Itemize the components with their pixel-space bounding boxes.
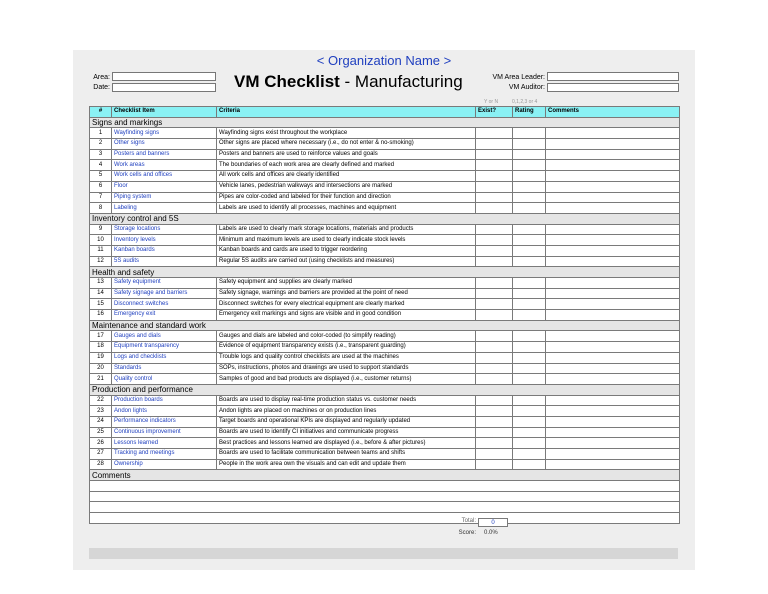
comments-title: Comments [90, 470, 680, 481]
table-row [90, 352, 680, 363]
comment-cell[interactable] [546, 192, 680, 203]
rating-cell[interactable] [513, 459, 546, 470]
checklist-item: 5S audits [112, 256, 217, 267]
rating-cell[interactable] [513, 288, 546, 299]
rating-cell[interactable] [513, 245, 546, 256]
table-row [90, 203, 680, 214]
checklist-item: Safety equipment [112, 278, 217, 289]
criteria-text: Trouble logs and quality control checklists are used at the machines [217, 352, 476, 363]
exist-cell[interactable] [476, 395, 513, 406]
comment-cell[interactable] [546, 310, 680, 321]
rating-cell[interactable] [513, 256, 546, 267]
row-number: 14 [90, 288, 112, 299]
exist-cell[interactable] [476, 192, 513, 203]
rating-cell[interactable] [513, 299, 546, 310]
col-number-header: # [90, 107, 112, 118]
row-number: 2 [90, 139, 112, 150]
checklist-item: Lessons learned [112, 438, 217, 449]
comment-line[interactable] [90, 502, 680, 513]
leader-label: VM Area Leader: [492, 74, 545, 81]
section-title: Inventory control and 5S [90, 213, 680, 224]
criteria-text: Other signs are placed where necessary (i.e., do not enter & no-smoking) [217, 139, 476, 150]
exist-cell[interactable] [476, 139, 513, 150]
row-number: 17 [90, 331, 112, 342]
checklist-item: Kanban boards [112, 245, 217, 256]
criteria-text: Vehicle lanes, pedestrian walkways and intersections are marked [217, 181, 476, 192]
organization-name[interactable]: < Organization Name > [316, 53, 452, 68]
checklist-item: Continuous improvement [112, 427, 217, 438]
table-row [90, 374, 680, 385]
table-row [90, 224, 680, 235]
criteria-text: People in the work area own the visuals and can edit and update them [217, 459, 476, 470]
page-title [234, 72, 463, 92]
row-number: 26 [90, 438, 112, 449]
comment-cell[interactable] [546, 352, 680, 363]
comment-cell[interactable] [546, 299, 680, 310]
checklist-item: Ownership [112, 459, 217, 470]
checklist-item: Quality control [112, 374, 217, 385]
score-label: Score: [458, 530, 476, 536]
criteria-text: Pipes are color-coded and labeled for their function and direction [217, 192, 476, 203]
exist-cell[interactable] [476, 427, 513, 438]
comment-cell[interactable] [546, 224, 680, 235]
comment-line[interactable] [90, 481, 680, 492]
comment-cell[interactable] [546, 256, 680, 267]
footer-bar [89, 548, 678, 559]
criteria-text: Boards are used to facilitate communication between teams and shifts [217, 449, 476, 460]
row-number: 5 [90, 171, 112, 182]
checklist-item: Work areas [112, 160, 217, 171]
comment-cell[interactable] [546, 181, 680, 192]
exist-cell[interactable] [476, 416, 513, 427]
checklist-item: Piping system [112, 192, 217, 203]
section-title: Production and performance [90, 384, 680, 395]
criteria-text: Minimum and maximum levels are used to clearly indicate stock levels [217, 235, 476, 246]
exist-cell[interactable] [476, 352, 513, 363]
rating-cell[interactable] [513, 395, 546, 406]
row-number: 8 [90, 203, 112, 214]
col-exist-header: Exist? [476, 107, 513, 118]
table-row [90, 256, 680, 267]
checklist-item: Tracking and meetings [112, 449, 217, 460]
rating-cell[interactable] [513, 374, 546, 385]
area-field[interactable] [112, 72, 216, 81]
criteria-text: Safety signage, warnings and barriers are provided at the point of need [217, 288, 476, 299]
row-number: 20 [90, 363, 112, 374]
rating-cell[interactable] [513, 224, 546, 235]
exist-cell[interactable] [476, 278, 513, 289]
row-number: 10 [90, 235, 112, 246]
row-number: 25 [90, 427, 112, 438]
table-row [90, 278, 680, 289]
rating-cell[interactable] [513, 192, 546, 203]
comment-cell[interactable] [546, 235, 680, 246]
rating-cell[interactable] [513, 438, 546, 449]
checklist-item: Storage locations [112, 224, 217, 235]
exist-cell[interactable] [476, 438, 513, 449]
criteria-text: Boards are used to identify CI initiatives and communicate progress [217, 427, 476, 438]
comment-cell[interactable] [546, 128, 680, 139]
row-number: 9 [90, 224, 112, 235]
table-row [90, 171, 680, 182]
comment-cell[interactable] [546, 139, 680, 150]
rating-cell[interactable] [513, 203, 546, 214]
comment-input[interactable] [90, 502, 680, 513]
section-row [90, 267, 680, 278]
auditor-label: VM Auditor: [508, 84, 545, 91]
section-title: Signs and markings [90, 117, 680, 128]
row-number: 16 [90, 310, 112, 321]
rating-cell[interactable] [513, 139, 546, 150]
row-number: 23 [90, 406, 112, 417]
comment-cell[interactable] [546, 449, 680, 460]
checklist-item: Gauges and dials [112, 331, 217, 342]
table-row [90, 438, 680, 449]
checklist-item: Floor [112, 181, 217, 192]
exist-cell[interactable] [476, 288, 513, 299]
title-main: VM Checklist [234, 72, 340, 91]
checklist-item: Andon lights [112, 406, 217, 417]
col-criteria-header: Criteria [217, 107, 476, 118]
row-number: 18 [90, 342, 112, 353]
criteria-text: Labels are used to identify all processes, machines and equipment [217, 203, 476, 214]
comment-cell[interactable] [546, 374, 680, 385]
area-label: Area: [93, 74, 110, 81]
comment-cell[interactable] [546, 288, 680, 299]
exist-cell[interactable] [476, 363, 513, 374]
rating-cell[interactable] [513, 427, 546, 438]
row-number: 24 [90, 416, 112, 427]
rating-cell[interactable] [513, 449, 546, 460]
comment-cell[interactable] [546, 342, 680, 353]
checklist-item: Logs and checklists [112, 352, 217, 363]
criteria-text: The boundaries of each work area are clearly defined and marked [217, 160, 476, 171]
checklist-item: Performance indicators [112, 416, 217, 427]
table-row [90, 149, 680, 160]
criteria-text: Target boards and operational KPIs are displayed and regularly updated [217, 416, 476, 427]
checklist-table [89, 106, 680, 524]
rating-cell[interactable] [513, 160, 546, 171]
section-row [90, 117, 680, 128]
table-row [90, 342, 680, 353]
exist-cell[interactable] [476, 160, 513, 171]
criteria-text: Posters and banners are used to reinforce values and goals [217, 149, 476, 160]
exist-cell[interactable] [476, 374, 513, 385]
exist-cell[interactable] [476, 331, 513, 342]
section-row [90, 384, 680, 395]
comment-line[interactable] [90, 513, 680, 524]
exist-cell[interactable] [476, 256, 513, 267]
criteria-text: Wayfinding signs exist throughout the workplace [217, 128, 476, 139]
table-row [90, 331, 680, 342]
comment-cell[interactable] [546, 406, 680, 417]
exist-cell[interactable] [476, 181, 513, 192]
comment-cell[interactable] [546, 427, 680, 438]
comment-cell[interactable] [546, 149, 680, 160]
checklist-item: Disconnect switches [112, 299, 217, 310]
criteria-text: Gauges and dials are labeled and color-coded (to simplify reading) [217, 331, 476, 342]
comment-input[interactable] [90, 513, 680, 524]
checklist-item: Work cells and offices [112, 171, 217, 182]
exist-cell[interactable] [476, 406, 513, 417]
criteria-text: Boards are used to display real-time production status vs. customer needs [217, 395, 476, 406]
score-value: 0.0% [484, 530, 498, 536]
rating-cell[interactable] [513, 235, 546, 246]
date-label: Date: [93, 84, 110, 91]
exist-cell[interactable] [476, 128, 513, 139]
table-row [90, 406, 680, 417]
comment-input[interactable] [90, 491, 680, 502]
criteria-text: Evidence of equipment transparency exists (i.e., transparent guarding) [217, 342, 476, 353]
comment-cell[interactable] [546, 395, 680, 406]
rating-cell[interactable] [513, 149, 546, 160]
title-sub: - Manufacturing [339, 72, 463, 91]
row-number: 21 [90, 374, 112, 385]
rating-hint: 0,1,2,3 or 4 [512, 99, 538, 105]
table-row [90, 181, 680, 192]
criteria-text: Regular 5S audits are carried out (using checklists and measures) [217, 256, 476, 267]
checklist-item: Production boards [112, 395, 217, 406]
row-number: 3 [90, 149, 112, 160]
table-row [90, 299, 680, 310]
row-number: 11 [90, 245, 112, 256]
comment-cell[interactable] [546, 438, 680, 449]
table-row [90, 449, 680, 460]
rating-cell[interactable] [513, 406, 546, 417]
criteria-text: Safety equipment and supplies are clearly marked [217, 278, 476, 289]
exist-cell[interactable] [476, 459, 513, 470]
rating-cell[interactable] [513, 181, 546, 192]
table-row [90, 245, 680, 256]
comment-cell[interactable] [546, 416, 680, 427]
table-row [90, 235, 680, 246]
table-row [90, 288, 680, 299]
row-number: 12 [90, 256, 112, 267]
checklist-item: Posters and banners [112, 149, 217, 160]
checklist-item: Emergency exit [112, 310, 217, 321]
rating-cell[interactable] [513, 363, 546, 374]
row-number: 1 [90, 128, 112, 139]
criteria-text: Andon lights are placed on machines or on production lines [217, 406, 476, 417]
checklist-item: Safety signage and barriers [112, 288, 217, 299]
exist-cell[interactable] [476, 299, 513, 310]
exist-cell[interactable] [476, 342, 513, 353]
rating-cell[interactable] [513, 310, 546, 321]
criteria-text: SOPs, instructions, photos and drawings are used to support standards [217, 363, 476, 374]
criteria-text: Samples of good and bad products are displayed (i.e., customer returns) [217, 374, 476, 385]
comment-cell[interactable] [546, 245, 680, 256]
exist-cell[interactable] [476, 203, 513, 214]
date-field[interactable] [112, 83, 216, 92]
row-number: 27 [90, 449, 112, 460]
exist-cell[interactable] [476, 235, 513, 246]
comments-section-row [90, 470, 680, 481]
criteria-text: Disconnect switches for every electrical equipment are clearly marked [217, 299, 476, 310]
table-row [90, 192, 680, 203]
table-row [90, 310, 680, 321]
comment-cell[interactable] [546, 459, 680, 470]
rating-cell[interactable] [513, 278, 546, 289]
comment-line[interactable] [90, 491, 680, 502]
rating-cell[interactable] [513, 171, 546, 182]
table-row [90, 416, 680, 427]
exist-cell[interactable] [476, 245, 513, 256]
col-item-header: Checklist Item [112, 107, 217, 118]
comment-cell[interactable] [546, 203, 680, 214]
section-title: Maintenance and standard work [90, 320, 680, 331]
table-row [90, 363, 680, 374]
table-header-row [90, 107, 680, 118]
total-label: Total: [461, 518, 476, 524]
table-row [90, 139, 680, 150]
section-row [90, 320, 680, 331]
total-value: 0 [478, 518, 508, 527]
comment-cell[interactable] [546, 171, 680, 182]
checklist-item: Other signs [112, 139, 217, 150]
exist-cell[interactable] [476, 310, 513, 321]
rating-cell[interactable] [513, 352, 546, 363]
row-number: 7 [90, 192, 112, 203]
comment-cell[interactable] [546, 160, 680, 171]
criteria-text: Labels are used to clearly mark storage locations, materials and products [217, 224, 476, 235]
criteria-text: Kanban boards and cards are used to trigger reordering [217, 245, 476, 256]
section-title: Health and safety [90, 267, 680, 278]
rating-cell[interactable] [513, 342, 546, 353]
checklist-item: Labeling [112, 203, 217, 214]
rating-cell[interactable] [513, 331, 546, 342]
checklist-item: Inventory levels [112, 235, 217, 246]
table-row [90, 128, 680, 139]
table-row [90, 160, 680, 171]
comment-input[interactable] [90, 481, 680, 492]
row-number: 28 [90, 459, 112, 470]
rating-cell[interactable] [513, 128, 546, 139]
row-number: 22 [90, 395, 112, 406]
comment-cell[interactable] [546, 331, 680, 342]
row-number: 4 [90, 160, 112, 171]
exist-cell[interactable] [476, 449, 513, 460]
row-number: 19 [90, 352, 112, 363]
auditor-field[interactable] [547, 83, 679, 92]
table-row [90, 395, 680, 406]
checklist-item: Standards [112, 363, 217, 374]
exist-cell[interactable] [476, 224, 513, 235]
criteria-text: All work cells and offices are clearly identified [217, 171, 476, 182]
exist-cell[interactable] [476, 149, 513, 160]
col-rating-header: Rating [513, 107, 546, 118]
exist-cell[interactable] [476, 171, 513, 182]
checklist-item: Equipment transparency [112, 342, 217, 353]
table-row [90, 459, 680, 470]
row-number: 13 [90, 278, 112, 289]
row-number: 15 [90, 299, 112, 310]
section-row [90, 213, 680, 224]
checklist-item: Wayfinding signs [112, 128, 217, 139]
comment-cell[interactable] [546, 278, 680, 289]
criteria-text: Best practices and lessons learned are displayed (i.e., before & after pictures) [217, 438, 476, 449]
comment-cell[interactable] [546, 363, 680, 374]
criteria-text: Emergency exit markings and signs are visible and in good condition [217, 310, 476, 321]
col-comments-header: Comments [546, 107, 680, 118]
row-number: 6 [90, 181, 112, 192]
exist-hint: Y or N [484, 99, 499, 105]
rating-cell[interactable] [513, 416, 546, 427]
leader-field[interactable] [547, 72, 679, 81]
table-row [90, 427, 680, 438]
